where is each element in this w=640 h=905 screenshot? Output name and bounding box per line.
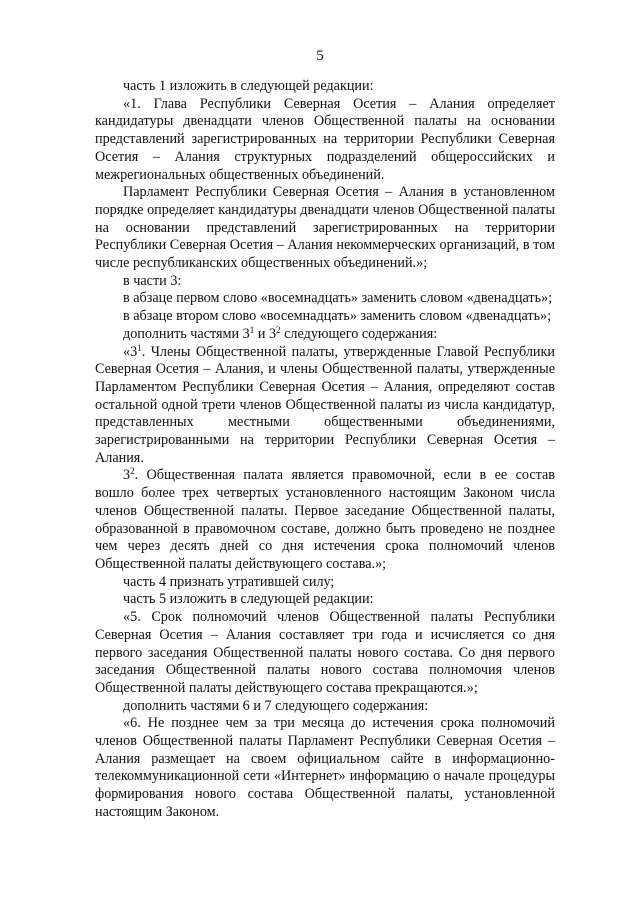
paragraph-part5-intro: часть 5 изложить в следующей редакции: — [123, 591, 374, 608]
text-segment: 3 — [123, 467, 131, 484]
superscript: 1 — [137, 342, 142, 353]
paragraph-part3-second: в абзаце втором слово «восемнадцать» заменить словом «двенадцать»; — [123, 308, 552, 325]
text-segment: следующего содержания: — [280, 325, 438, 342]
paragraph-part3-first: в абзаце первом слово «восемнадцать» заменить словом «двенадцать»; — [123, 290, 553, 307]
paragraph-parliament: Парламент Республики Северная Осетия – Алания в установленном порядке определяет кандидатуры двенадцати членов Общественной палаты на основании представлений зарегистрированных на территории Республики Северная Осетия – Алания некоммерческих организаций, в том числе республиканских общественных объединений.»; — [95, 184, 555, 272]
paragraph-add-parts-6-7: дополнить частями 6 и 7 следующего содержания: — [123, 697, 429, 714]
paragraph-add-parts-3 — [95, 326, 555, 344]
paragraph-part1-intro: часть 1 изложить в следующей редакции: — [123, 78, 374, 94]
paragraph-part5: «5. Срок полномочий членов Общественной палаты Республики Северная Осетия – Алания составляет три года и исчисляется со дня первого заседания Общественной палаты нового состава. Со дня первого заседания Общественной палаты нового состава полномочия членов Общественной палаты действующего состава прекращаются.»; — [95, 609, 555, 696]
page-number: 5 — [316, 48, 324, 64]
paragraph-part6: «6. Не позднее чем за три месяца до истечения срока полномочий членов Общественной палаты Парламент Республики Северная Осетия – Алания размещает на своем официальном сайте в информационно-телекоммуникационной сети «Интернет» информацию о начале процедуры формирования нового состава Общественной палаты, установленной настоящим Законом. — [95, 715, 555, 820]
superscript: 2 — [276, 324, 281, 335]
text-segment: . Общественная палата является правомочной, если в ее состав вошло более трех четвертых установленного настоящим Законом числа членов Общественной палаты. Первое заседание Общественной палаты, образованной в правомочном составе, должно быть проведено не позднее чем через десять дней со дня истечения срока полномочий членов Общественной палаты действующего состава.»; — [95, 467, 555, 572]
text-segment: . Члены Общественной палаты, утвержденные Главой Республики Северная Осетия – Алания, и члены Общественной палаты, утвержденные Парламентом Республики Северная Осетия – Алания, определяют состав остальной одной трети членов Общественной палаты из числа кандидатур, представленных местными общественными объединениями, зарегистрированными на территории Республики Северная Осетия – Алания. — [95, 343, 555, 466]
text-segment: «3 — [123, 343, 138, 360]
superscript: 1 — [249, 324, 255, 335]
text-segment: дополнить частями 3 — [123, 325, 250, 342]
document-body — [95, 78, 555, 822]
paragraph-part3-2 — [95, 467, 555, 573]
paragraph-part3-1 — [95, 344, 555, 468]
paragraph-part3-intro: в части 3: — [123, 272, 182, 289]
paragraph-part1-head: «1. Глава Республики Северная Осетия – Алания определяет кандидатуры двенадцати членов Общественной палаты на основании представлений зарегистрированных на территории Республики Северная Осетия – Алания структурных подразделений общероссийских и межрегиональных общественных объединений. — [95, 95, 555, 183]
paragraph-part4: часть 4 признать утратившей силу; — [123, 573, 335, 590]
superscript: 2 — [130, 466, 135, 477]
text-segment: и 3 — [254, 325, 277, 342]
